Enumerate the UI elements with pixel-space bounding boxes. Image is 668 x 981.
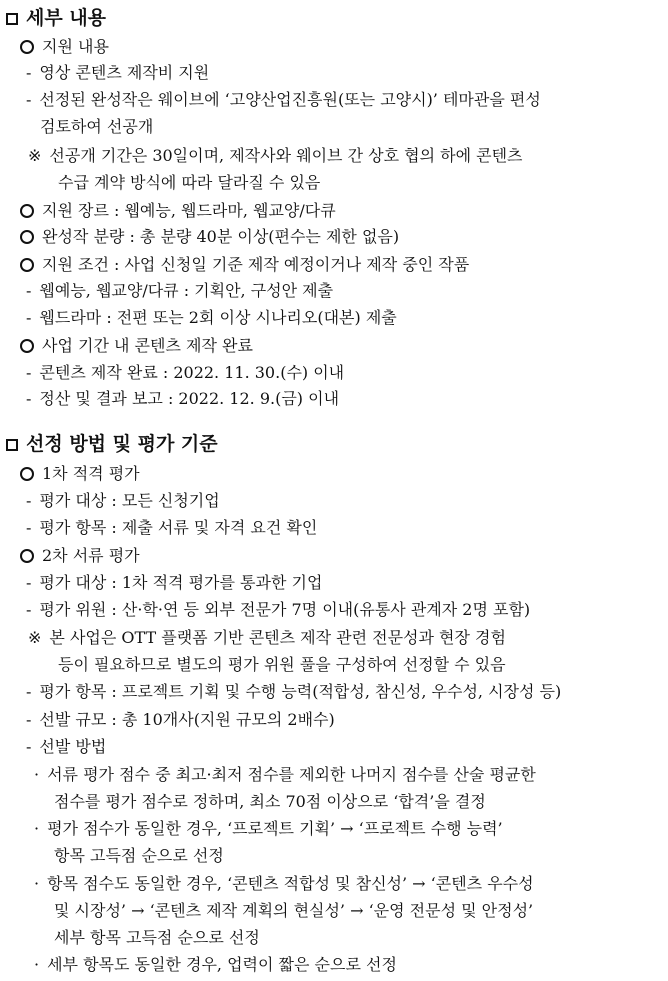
note-item: ※ 본 사업은 OTT 플랫폼 기반 콘텐츠 제작 관련 전문성과 현장 경험 xyxy=(28,628,506,647)
circle-item: 1차 적격 평가 xyxy=(20,461,140,487)
circle-bullet-icon xyxy=(20,549,34,563)
circle-item: 완성작 분량 : 총 분량 40분 이상(편수는 제한 없음) xyxy=(20,224,399,250)
circle-item: 2차 서류 평가 xyxy=(20,543,140,569)
dash-item: - 평가 대상 : 1차 적격 평가를 통과한 기업 xyxy=(26,573,323,592)
dot-item-continued: 점수를 평가 점수로 정하며, 최소 70점 이상으로 ‘합격’을 결정 xyxy=(54,792,486,811)
dash-item: - 평가 항목 : 프로젝트 기획 및 수행 능력(적합성, 참신성, 우수성, 시장성 등) xyxy=(26,682,562,701)
circle-bullet-icon xyxy=(20,339,34,353)
circle-bullet-icon xyxy=(20,258,34,272)
note-item-continued: 수급 계약 방식에 따라 달라질 수 있음 xyxy=(58,173,321,192)
dash-item: - 선발 규모 : 총 10개사(지원 규모의 2배수) xyxy=(26,710,335,729)
circle-item: 지원 내용 xyxy=(20,34,109,60)
dash-item: - 평가 위원 : 산·학·연 등 외부 전문가 7명 이내(유통사 관계자 2명 포함) xyxy=(26,600,531,619)
circle-bullet-icon xyxy=(20,204,34,218)
circle-item: 지원 장르 : 웹예능, 웹드라마, 웹교양/다큐 xyxy=(20,198,336,224)
note-item-continued: 등이 필요하므로 별도의 평가 위원 풀을 구성하여 선정할 수 있음 xyxy=(58,655,506,674)
circle-bullet-icon xyxy=(20,40,34,54)
section-heading: 세부 내용 xyxy=(6,4,106,32)
dash-item: - 평가 항목 : 제출 서류 및 자격 요건 확인 xyxy=(26,518,318,537)
circle-bullet-icon xyxy=(20,230,34,244)
dash-item: - 정산 및 결과 보고 : 2022. 12. 9.(금) 이내 xyxy=(26,389,340,408)
dot-item: · 서류 평가 점수 중 최고·최저 점수를 제외한 나머지 점수를 산술 평균한 xyxy=(34,765,536,784)
checkbox-square-icon xyxy=(6,13,18,25)
dot-item: · 평가 점수가 동일한 경우, ‘프로젝트 기획’ → ‘프로젝트 수행 능력’ xyxy=(34,819,503,838)
note-item: ※ 선공개 기간은 30일이며, 제작사와 웨이브 간 상호 협의 하에 콘텐츠 xyxy=(28,146,523,165)
dot-item: · 항목 점수도 동일한 경우, ‘콘텐츠 적합성 및 참신성’ → ‘콘텐츠 우수성 xyxy=(34,874,534,893)
dash-item: - 웹드라마 : 전편 또는 2회 이상 시나리오(대본) 제출 xyxy=(26,308,397,327)
circle-item: 지원 조건 : 사업 신청일 기준 제작 예정이거나 제작 중인 작품 xyxy=(20,252,469,278)
dash-item-continued: 검토하여 선공개 xyxy=(40,117,154,136)
dash-item: - 평가 대상 : 모든 신청기업 xyxy=(26,491,220,510)
dash-item: - 콘텐츠 제작 완료 : 2022. 11. 30.(수) 이내 xyxy=(26,363,345,382)
dot-item-continued: 및 시장성’ → ‘콘텐츠 제작 계획의 현실성’ → ‘운영 전문성 및 안정성’ xyxy=(54,901,534,920)
circle-bullet-icon xyxy=(20,467,34,481)
dot-item-continued: 항목 고득점 순으로 선정 xyxy=(54,846,224,865)
dash-item: - 영상 콘텐츠 제작비 지원 xyxy=(26,63,210,82)
dash-item: - 선정된 완성작은 웨이브에 ‘고양산업진흥원(또는 고양시)’ 테마관을 편성 xyxy=(26,90,541,109)
section-heading: 선정 방법 및 평가 기준 xyxy=(6,430,218,458)
dot-item: · 세부 항목도 동일한 경우, 업력이 짧은 순으로 선정 xyxy=(34,955,397,974)
dash-item: - 선발 방법 xyxy=(26,737,107,756)
dash-item: - 웹예능, 웹교양/다큐 : 기획안, 구성안 제출 xyxy=(26,281,334,300)
circle-item: 사업 기간 내 콘텐츠 제작 완료 xyxy=(20,333,253,359)
dot-item-continued: 세부 항목 고득점 순으로 선정 xyxy=(54,928,260,947)
checkbox-square-icon xyxy=(6,439,18,451)
